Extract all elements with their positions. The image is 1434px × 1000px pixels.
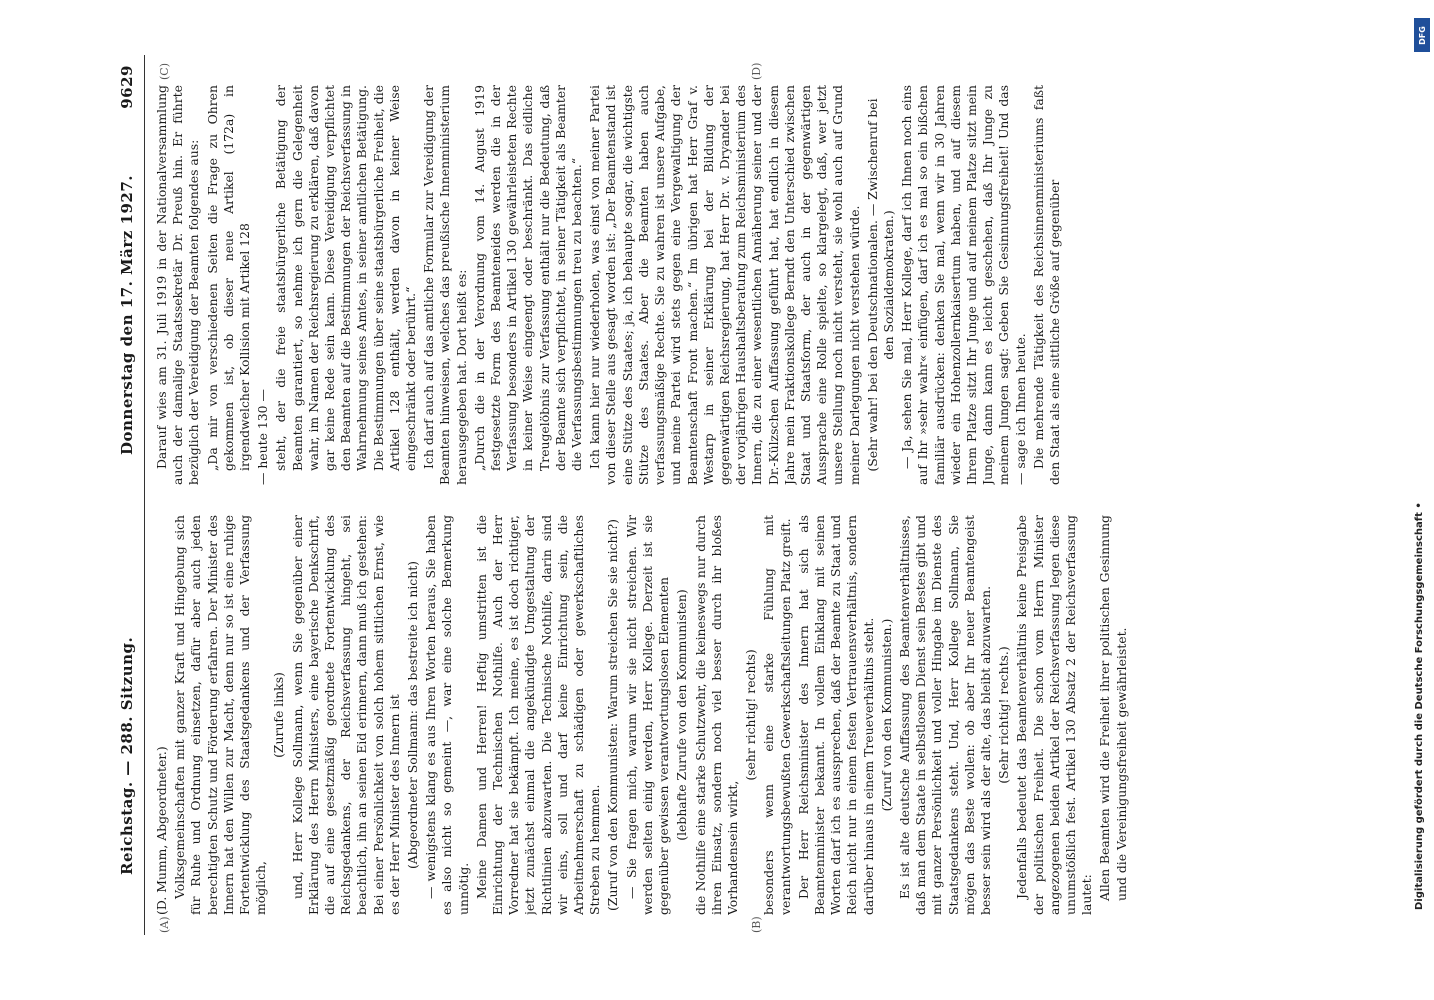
paragraph: „Da mir von verschiedenen Seiten die Frage zu Ohren gekommen ist, ob dieser neue Artikel (172a) in irgendwelcher Kollision mit Artikel 128 — [204, 85, 253, 471]
footer-credit: Digitalisierung gefördert durch die Deutsche Forschungsgemeinschaft • — [1414, 502, 1425, 910]
dfg-logo-icon — [1414, 18, 1430, 52]
margin-marker-c: (C) — [158, 63, 171, 80]
margin-marker-d: (D) — [750, 62, 763, 80]
paragraph: Meine Damen und Herren! Heftig umstritten ist die Einrichtung der Technischen Nothilfe. Auch der Herr Vorredner hat sie bekämpft. Ich meine, es ist doch richtiger, jetzt zunächst einmal die angekündigte Umgestaltung der Richtlinien abzuwarten. Die Technische Nothilfe, darin sind wir eins, soll und darf keine Einrichtung sein, die Arbeitnehmerschaft zu schädigen oder gewerkschaftliches Streben zu hemmen. — [473, 515, 603, 915]
paragraph: — Ja, sehen Sie mal, Herr Kollege, darf ich Ihnen noch eins auf Ihr »sehr wahr« einfügen, darf ich es mal so ein bißchen familiär ausdrücken: denken Sie mal, wenn wir in 30 Jahren wieder ein Hohenzollernkaisertum haben, und auf diesem Ihrem Platze sitzt Ihr Junge und auf meinem Platze sitzt mein Junge, dann kann es leicht geschehen, daß Ihr Junge zu meinem Jungen sagt: Geben Sie Gesinnungsfreiheit! Und das — sage ich Ihnen heute. — [899, 85, 1028, 485]
paragraph: Der Herr Reichsminister des Innern hat sich als Beamtenminister bekannt. In vollem Einklang mit seinen Worten darf ich es aussprechen, daß der Beamte zu Staat und Reich nicht nur in einem festen Vertrauensverhältnis, sondern darüber hinaus in einem Treueverhältnis steht. — [795, 515, 876, 915]
paragraph: (Zuruf von den Kommunisten.) — [878, 618, 894, 812]
paragraph: und, Herr Kollege Sollmann, wenn Sie gegenüber einer Erklärung des Herrn Ministers, eine bayerische Denkschrift, die auf eine gesetzmäßig geordnete Fortentwicklung des Reichsgedankens, der Reichsverfassung hingeht, sei beachtlich, ihn an seinen Eid erinnern, dann muß ich gestehen: Bei einer Persönlichkeit von solch hohem sittlichen Ernst, wie es der Herr Minister des Innern ist — [289, 515, 402, 915]
paragraph: Ich darf auch auf das amtliche Formular zur Vereidigung der Beamten hinweisen, welches das preußische Innenministerium herausgegeben hat. Dort heißt es: — [421, 85, 469, 485]
paragraph: — Sie fragen mich, warum wir sie nicht streichen. Wir werden selten einig werden, Herr Kollege. Derzeit ist sie gegenüber gewissen verantwortungslosen Elementen — [623, 515, 672, 915]
paragraph: (Sehr richtig! rechts.) — [996, 646, 1012, 784]
paragraph: (Zurufe links) — [271, 672, 287, 758]
dfg-badge-text: DFG — [1417, 25, 1427, 45]
text-column-left — [154, 515, 1394, 915]
dfg-footer — [1412, 10, 1432, 990]
page-header — [110, 55, 144, 935]
paragraph: Darauf wies am 31. Juli 1919 in der Nationalversammlung auch der damalige Staatssekretär Dr. Preuß hin. Er führte bezüglich der Vereidigung der Beamten folgendes aus: — [154, 85, 202, 485]
margin-marker-a: (A) — [158, 916, 171, 933]
paragraph: besonders wenn eine starke Fühlung mit verantwortungsbewußten Gewerkschaftsleitungen Platz greift. — [761, 515, 793, 915]
paragraph: Es ist alte deutsche Auffassung des Beamtenverhältnisses, daß man dem Staate in selbstlosem Dienst sein Bestes gibt und mit ganzer Persönlichkeit und voller Hingabe im Dienste des Staatsgedankens steht. Und, Herr Kollege Sollmann, Sie mögen das Beste wollen: ob aber Ihr neuer Beamtengeist besser sein wird als der alte, das bleibt abzuwarten. — [896, 515, 993, 915]
header-left: Reichstag. — 288. Sitzung. — [118, 636, 136, 875]
paragraph: — heute 130 — — [255, 389, 271, 485]
paragraph: Allen Beamten wird die Freiheit ihrer politischen Gesinnung und die Vereinigungsfreiheit gewährleistet. — [1097, 515, 1129, 901]
paragraph: Ich kann hier nur wiederholen, was einst von meiner Partei von dieser Stelle aus gesagt worden ist: „Der Beamtenstand ist eine Stütze des Staates; ja, ich behaupte sogar, die wichtigste Stütze des Staates. Aber die Beamten haben auch verfassungsmäßige Rechte. Sie zu wahren ist unsere Aufgabe, und meine Partei wird stets gegen eine Vergewaltigung der Beamtenschaft Front machen.“ Im übrigen hat Herr Graf v. Westarp in seiner Erklärung bei der Bildung der gegenwärtigen Reichsregierung, hat Herr Dr. v. Dryander bei der vorjährigen Haushaltsberatung zum Reichsministerium des Innern, die zu einer wesentlichen Annäherung seiner und der Dr.-Külzschen Auffassung geführt hat, hat endlich in diesem Jahre mein Fraktionskollege Berndt den Unterschied zwischen Staat und Staatsform, der auch in der gegenwärtigen Aussprache eine Rolle spielte, so klargelegt, daß, wer jetzt unsere Stellung noch nicht versteht, sie wohl auch auf Grund meiner Darlegungen nicht verstehen würde. — [587, 85, 862, 485]
header-rule — [144, 55, 145, 935]
paragraph: (Sehr wahr! bei den Deutschnationalen. — Zwischenruf bei den Sozialdemokraten.) — [864, 98, 896, 472]
paragraph: (lebhafte Zurufe von den Kommunisten) — [674, 589, 690, 841]
document-page — [110, 55, 1410, 935]
header-date: Donnerstag den 17. März 1927. — [118, 175, 136, 455]
paragraph: (Abgeordneter Sollmann: das bestreite ich nicht) — [405, 560, 421, 870]
paragraph: „Durch die in der Verordnung vom 14. August 1919 festgesetzte Form des Beamteneides werden die in der Verfassung besonders in Artikel 130 gewährleisteten Rechte in keiner Weise eingeengt oder beschränkt. Das eidliche Treugelöbnis zur Verfassung enthält nur die Bedeutung, daß der Beamte sich verpflichtet, in seiner Tätigkeit als Beamter die Verfassungsbestimmungen treu zu beachten.“ — [471, 85, 585, 471]
paragraph: Die mehrende Tätigkeit des Reichsinnenministeriums faßt den Staat als eine sittliche Größe auf gegenüber — [1030, 85, 1062, 485]
paragraph: — wenigstens klang es aus Ihren Worten heraus, Sie haben es also nicht so gemeint —, war eine solche Bemerkung unnötig. — [423, 515, 471, 915]
paragraph: (sehr richtig! rechts) — [743, 649, 759, 781]
paragraph: Volksgemeinschaften mit ganzer Kraft und Hingebung sich für Ruhe und Ordnung einsetzen, dafür aber auch jeden berechtigten Schutz und Förderung erfahren. Der Minister des Innern hat den Willen zur Macht, denn nur so ist eine ruhige Fortentwicklung des Staatsgedankens und der Verfassung möglich, — [172, 515, 269, 915]
paragraph: (D. Mumm, Abgeordneter.) — [154, 746, 169, 915]
paragraph: die Nothilfe eine starke Schutzwehr, die keineswegs nur durch ihren Einsatz, sondern noch viel besser durch ihr bloßes Vorhandensein wirkt, — [692, 515, 740, 915]
margin-marker-b: (B) — [750, 916, 763, 933]
paragraph: Jedenfalls bedeutet das Beamtenverhältnis keine Preisgabe der politischen Freiheit. Die schon vom Herrn Minister angezogenen beiden Artikel der Reichsverfassung legen diese unumstößlich fest. Artikel 130 Absatz 2 der Reichsverfassung lautet: — [1014, 515, 1095, 915]
text-column-right — [154, 85, 1394, 485]
paragraph: (Zuruf von den Kommunisten: Warum streichen Sie sie nicht?) — [605, 519, 621, 911]
page-number: 9629 — [118, 65, 136, 109]
paragraph: steht, der die freie staatsbürgerliche Betätigung der Beamten garantiert, so nehme ich gern die Gelegenheit wahr, im Namen der Reichsregierung zu erklären, daß davon gar keine Rede sein kann. Diese Vereidigung verpflichtet den Beamten auf die Bestimmungen der Reichsverfassung in Wahrnehmung seines Amtes, in seiner amtlichen Betätigung. Die Bestimmungen über seine staatsbürgerliche Freiheit, die Artikel 128 enthält, werden davon in keiner Weise eingeschränkt oder berührt.“ — [273, 85, 419, 471]
